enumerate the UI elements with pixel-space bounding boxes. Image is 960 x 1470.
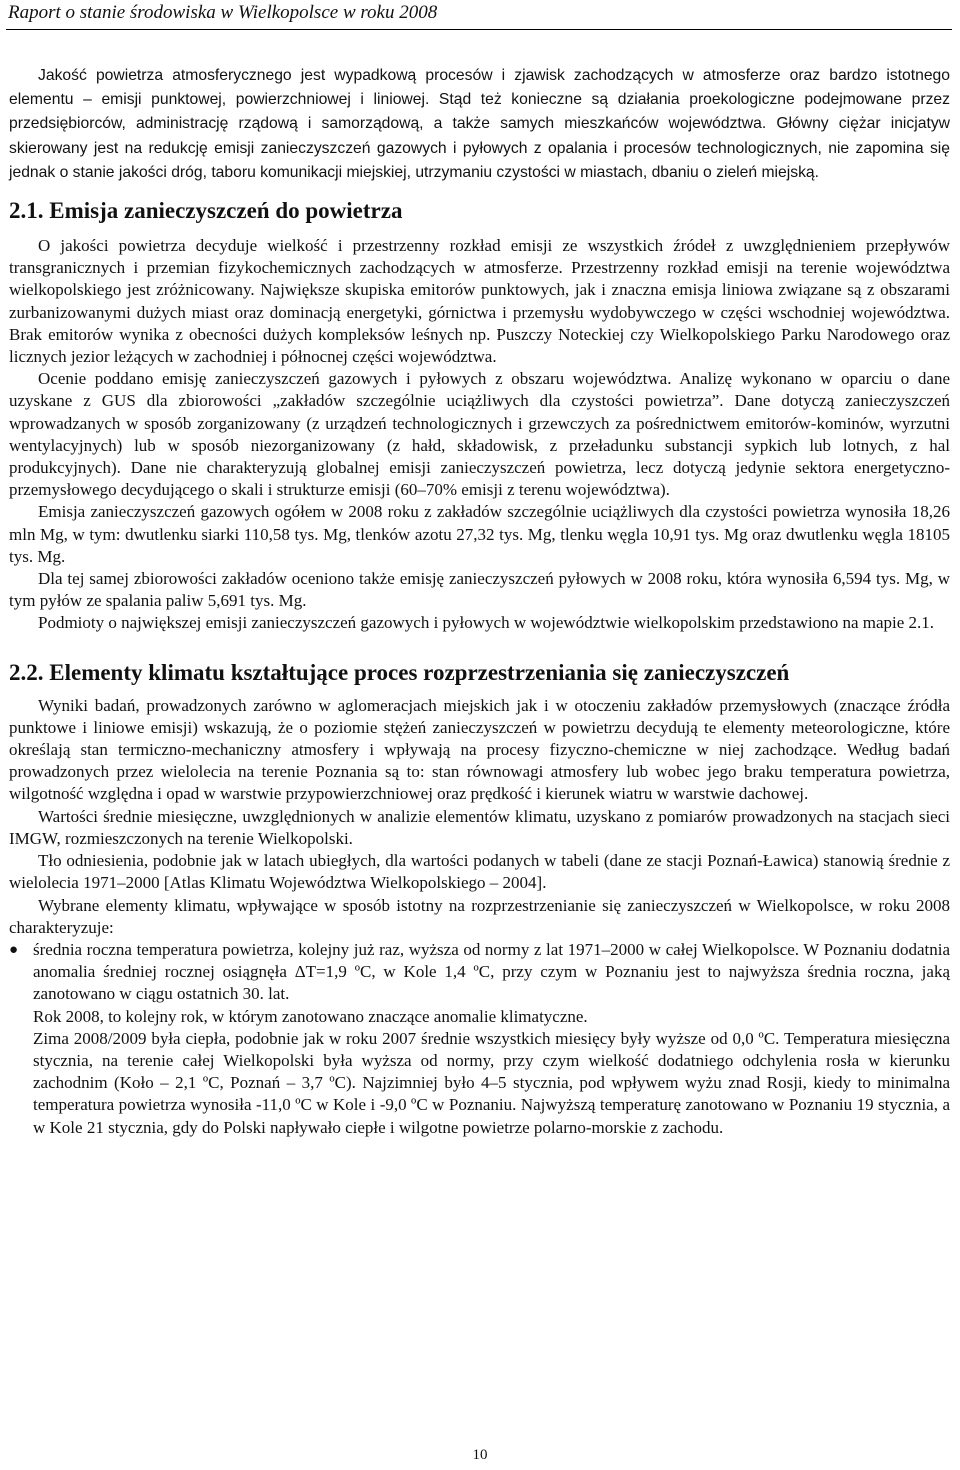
running-header: Raport o stanie środowiska w Wielkopolsce w roku 2008 xyxy=(8,2,438,23)
section-2-2-paragraph-1: Wyniki badań, prowadzonych zarówno w aglomeracjach miejskich jak i w otoczeniu zakładów przemysłowych (znaczące źródła punktowe i liniowe emisji) wskazują, że o poziomie stężeń zanieczyszczeń w powietrzu decydują te elementy meteorologiczne, które określają stan termiczno-mechaniczny atmosfery i wpływają na procesy fizyczno-chemiczne w niej zachodzące. Według badań prowadzonych przez wielolecia na terenie Poznania są to: stan równowagi atmosfery lub wobec jego braku temperatura powietrza, wilgotność względna i opad w warstwie przypowierzchniowej oraz prędkość i kierunek wiatru w warstwie dachowej. xyxy=(9,695,950,804)
section-heading-2-1: 2.1. Emisja zanieczyszczeń do powietrza xyxy=(9,198,403,224)
section-2-1-paragraph-3: Emisja zanieczyszczeń gazowych ogółem w 2008 roku z zakładów szczególnie uciążliwych dla czystości powietrza wynosiła 18,26 mln Mg, w tym: dwutlenku siarki 110,58 tys. Mg, tlenków azotu 27,32 tys. Mg, tlenku węgla 10,91 tys. Mg oraz dwutlenku węgla 18105 tys. Mg. xyxy=(9,502,950,566)
bullet-text: średnia roczna temperatura powietrza, kolejny już raz, wyższa od normy z lat 1971–2000 w całej Wielkopolsce. W Poznaniu dodatnia anomalia średniej rocznej osiągnęła ΔT=1,9 ºC, w Kole 1,4 ºC, przy czym w Poznaniu jest to najwyższa średnia roczna, jaką zanotowano w ciągu ostatnich 30. lat. xyxy=(33,939,950,1004)
section-2-1-paragraph-2: Ocenie poddano emisję zanieczyszczeń gazowych i pyłowych z obszaru województwa. Analizę wykonano w oparciu o dane uzyskane z GUS dla zbiorowości „zakładów szczególnie uciążliwych dla czystości powietrza”. Dane dotyczą zanieczyszczeń wprowadzanych w sposób zorganizowany (z urządzeń technologicznych i grzewczych za pośrednictwem emitorów-kominów, wyrzutni wentylacyjnych) lub w sposób niezorganizowany (z hałd, składowisk, z przeładunku substancji sypkich lub lotnych, z hal produkcyjnych). Dane nie charakteryzują globalnej emisji zanieczyszczeń powietrza, lecz dotyczą jedynie sektora energetyczno-przemysłowego decydującego o skali i strukturze emisji (60–70% emisji z terenu województwa). xyxy=(9,369,950,500)
section-2-2-paragraph-4: Wybrane elementy klimatu, wpływające w sposób istotny na rozprzestrzenianie się zanieczyszczeń w Wielkopolsce, w roku 2008 charakteryzuje: xyxy=(9,895,950,937)
section-2-1-paragraph-1: O jakości powietrza decyduje wielkość i przestrzenny rozkład emisji ze wszystkich źródeł z uwzględnieniem przepływów transgranicznych i przemian fizykochemicznych zachodzących w atmosferze. Przestrzenny rozkład emisji na terenie województwa wielkopolskiego jest zróżnicowany. Największe skupiska emitorów punktowych, jak i znaczna emisja liniowa związane są z obszarami zurbanizowanymi dużych miast oraz dominacją energetyki, górnictwa i przemysłu wydobywczego w części wschodniej województwa. Brak emitorów wynika z obecności dużych kompleksów leśnych np. Puszczy Noteckiej czy Wielkopolskiego Parku Narodowego oraz licznych jezior leżących w zachodniej i północnej części województwa. xyxy=(9,236,950,367)
section-2-1-paragraph-5: Podmioty o największej emisji zanieczyszczeń gazowych i pyłowych w województwie wielkopolskim przedstawiono na mapie 2.1. xyxy=(38,613,935,633)
section-2-2-paragraph-3: Tło odniesienia, podobnie jak w latach ubiegłych, dla wartości podanych w tabeli (dane ze stacji Poznań-Ławica) stanowią średnie z wielolecia 1971–2000 [Atlas Klimatu Województwa Wielkopolskiego – 2004]. xyxy=(9,851,950,893)
section-2-2-paragraph-2: Wartości średnie miesięczne, uwzględnionych w analizie elementów klimatu, uzyskano z pomiarów prowadzonych na stacjach sieci IMGW, rozmieszczonych na terenie Wielkopolski. xyxy=(9,806,950,848)
section-heading-2-2: 2.2. Elementy klimatu kształtujące proces rozprzestrzeniania się zanieczyszczeń xyxy=(9,659,790,685)
bullet-icon: ● xyxy=(9,941,19,958)
climate-bullet-list xyxy=(9,939,950,1006)
page-content xyxy=(9,64,950,1139)
bullet-continuation-1: Rok 2008, to kolejny rok, w którym zanotowano znaczące anomalie klimatyczne. xyxy=(33,1006,588,1026)
list-item xyxy=(9,939,950,1006)
bullet-continuation-2: Zima 2008/2009 była ciepła, podobnie jak w roku 2007 średnie wszystkich miesięcy były wyższe od 0,0 ºC. Temperatura miesięczna stycznia, na terenie całej Wielkopolski była wyższa od normy, przy czym wielkość dodatniego odchylenia rosła w kierunku zachodnim (Koło – 2,1 ºC, Poznań – 3,7 ºC). Najzimniej było 4–5 stycznia, pod wpływem wyżu znad Rosji, kiedy to minimalna temperatura powietrza wynosiła -11,0 ºC w Kole i -9,0 ºC w Poznaniu. Najwyższą temperaturę zanotowano w Poznaniu 19 stycznia, a w Kole 21 stycznia, gdy do Polski napływało ciepłe i wilgotne powietrze polarno-morskie z zachodu. xyxy=(33,1028,950,1137)
section-2-1-paragraph-4: Dla tej samej zbiorowości zakładów oceniono także emisję zanieczyszczeń pyłowych w 2008 roku, która wynosiła 6,594 tys. Mg, w tym pyłów ze spalania paliw 5,691 tys. Mg. xyxy=(9,569,950,611)
intro-paragraph: Jakość powietrza atmosferycznego jest wypadkową procesów i zjawisk zachodzących w atmosferze oraz bardzo istotnego elementu – emisji punktowej, powierzchniowej i liniowej. Stąd też konieczne są działania proekologiczne podejmowane przez przedsiębiorców, administrację rządową i samorządową, a także samych mieszkańców województwa. Główny ciężar inicjatyw skierowany jest na redukcję emisji zanieczyszczeń gazowych i pyłowych z opalania i procesów technologicznych, nie zapomina się jednak o stanie jakości dróg, taboru komunikacji miejskiej, utrzymaniu czystości w miastach, dbaniu o zieleń miejską. xyxy=(9,67,950,181)
page-number: 10 xyxy=(472,1447,488,1463)
header-divider xyxy=(6,29,952,30)
